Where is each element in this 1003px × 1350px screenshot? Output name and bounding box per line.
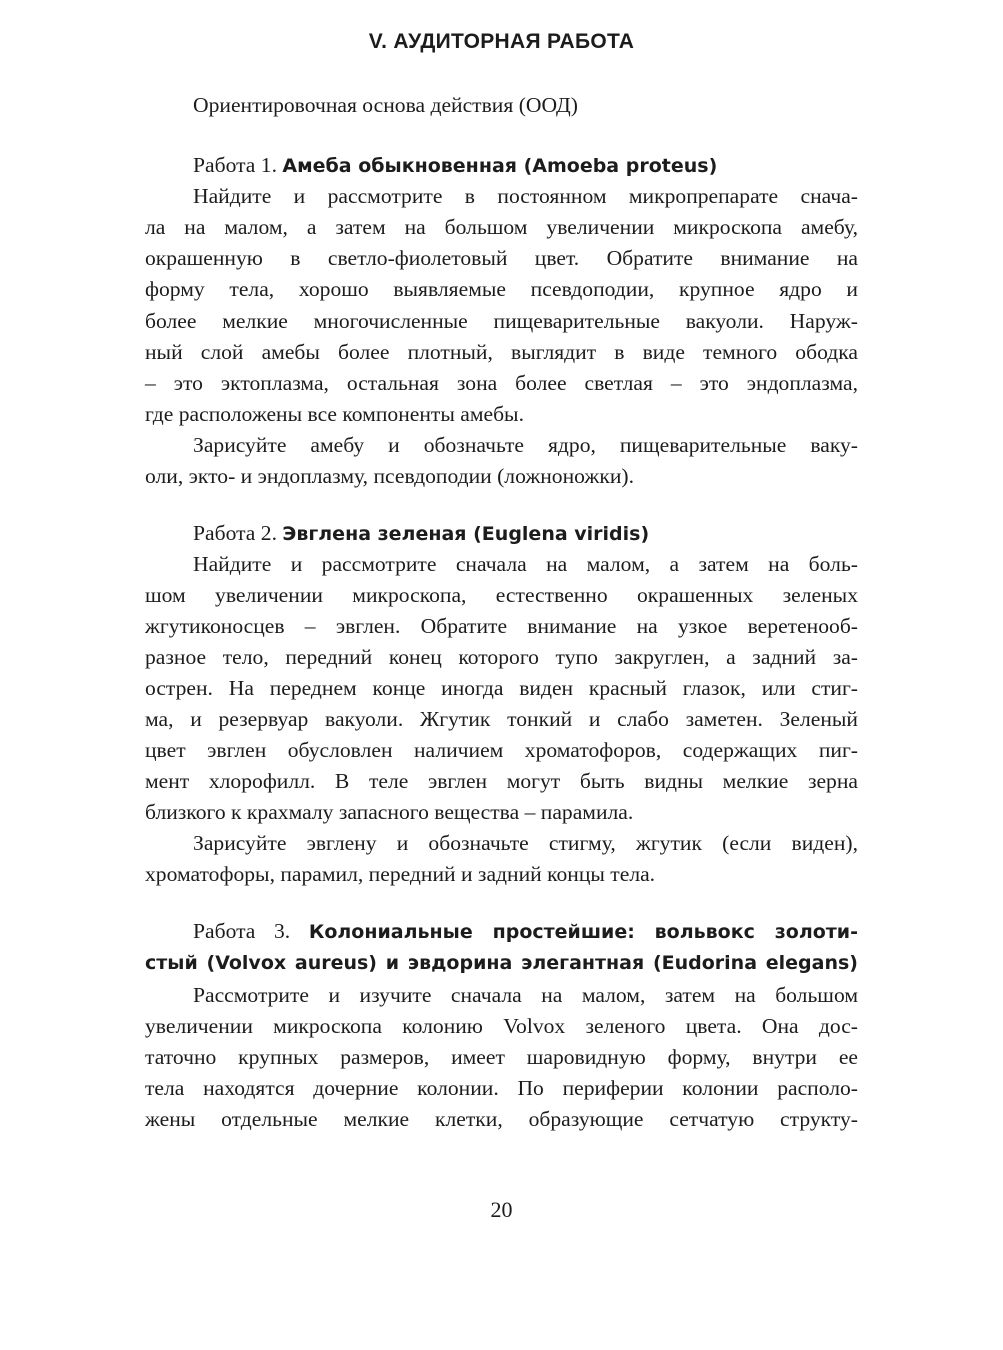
work2-p1-line: ма, и резервуар вакуоли. Жгутик тонкий и слабо заметен. Зеленый: [145, 707, 858, 731]
work3-p1-line: тела находятся дочерние колонии. По периферии колонии располо-: [145, 1076, 858, 1100]
work2-p1-line: разное тело, передний конец которого тупо закруглен, а задний за-: [145, 645, 858, 669]
work2-p1-line: жгутиконосцев – эвглен. Обратите внимание на узкое веретенооб-: [145, 614, 858, 638]
work2-p1-line: мент хлорофилл. В теле эвглен могут быть видны мелкие зерна: [145, 769, 858, 793]
work2-p1-line: Найдите и рассмотрите сначала на малом, а затем на боль-: [193, 552, 858, 576]
work3-p1-line: жены отдельные мелкие клетки, образующие сетчатую структу-: [145, 1107, 858, 1131]
work3-p1-line: таточно крупных размеров, имеет шаровидную форму, внутри ее: [145, 1045, 858, 1069]
work2-p2-line: Зарисуйте эвглену и обозначьте стигму, жгутик (если виден),: [193, 831, 858, 855]
work2-p2-line: хроматофоры, парамил, передний и задний концы тела.: [145, 862, 656, 886]
work3-p1-line: Рассмотрите и изучите сначала на малом, затем на большом: [193, 983, 858, 1007]
work3-p1-line: увеличении микроскопа колонию Volvox зеленого цвета. Она дос-: [145, 1014, 858, 1038]
work2-heading: [193, 518, 649, 549]
work2-label: Работа 2.: [193, 521, 283, 545]
work1-p2-line: Зарисуйте амебу и обозначьте ядро, пищеварительные ваку-: [193, 433, 858, 457]
section-heading: V. АУДИТОРНАЯ РАБОТА: [368, 30, 635, 53]
work2-p1-line: цвет эвглен обусловлен наличием хроматофоров, содержащих пиг-: [145, 738, 858, 762]
work1-label: Работа 1.: [193, 153, 283, 177]
work1-p1-line: более мелкие многочисленные пищеварительные вакуоли. Наруж-: [145, 309, 858, 333]
work1-p1-line: – это эктоплазма, остальная зона более светлая – это эндоплазма,: [145, 371, 858, 395]
work1-p1-line: Найдите и рассмотрите в постоянном микропрепарате снача-: [193, 184, 858, 208]
work2-p1-line: близкого к крахмалу запасного вещества – парамила.: [145, 800, 634, 824]
work2-p1-line: шом увеличении микроскопа, естественно окрашенных зеленых: [145, 583, 858, 607]
work1-p1-line: ла на малом, а затем на большом увеличении микроскопа амебу,: [145, 215, 858, 239]
work2-title: Эвглена зеленая (Euglena viridis): [282, 523, 650, 545]
work1-p1-line: ный слой амебы более плотный, выглядит в виде темного ободка: [145, 340, 858, 364]
work1-p1-line: где расположены все компоненты амебы.: [145, 402, 524, 426]
work3-heading: [193, 916, 858, 947]
work1-p2-line: оли, экто- и эндоплазму, псевдоподии (ложноножки).: [145, 464, 634, 488]
ood-line: Ориентировочная основа действия (ООД): [193, 93, 578, 117]
work3-title-line2: стый (Volvox aureus) и эвдорина элегантная (Eudorina elegans): [145, 952, 858, 974]
work3-label: Работа 3.: [193, 919, 309, 943]
work1-p1-line: окрашенную в светло-фиолетовый цвет. Обратите внимание на: [145, 246, 858, 270]
page-number: 20: [490, 1197, 513, 1222]
work1-title: Амеба обыкновенная (Amoeba proteus): [282, 155, 718, 177]
work1-p1-line: форму тела, хорошо выявляемые псевдоподии, крупное ядро и: [145, 277, 858, 301]
work3-title-line1: Колониальные простейшие: вольвокс золоти-: [308, 921, 858, 943]
work1-heading: [193, 150, 717, 181]
work2-p1-line: острен. На переднем конце иногда виден красный глазок, или стиг-: [145, 676, 858, 700]
